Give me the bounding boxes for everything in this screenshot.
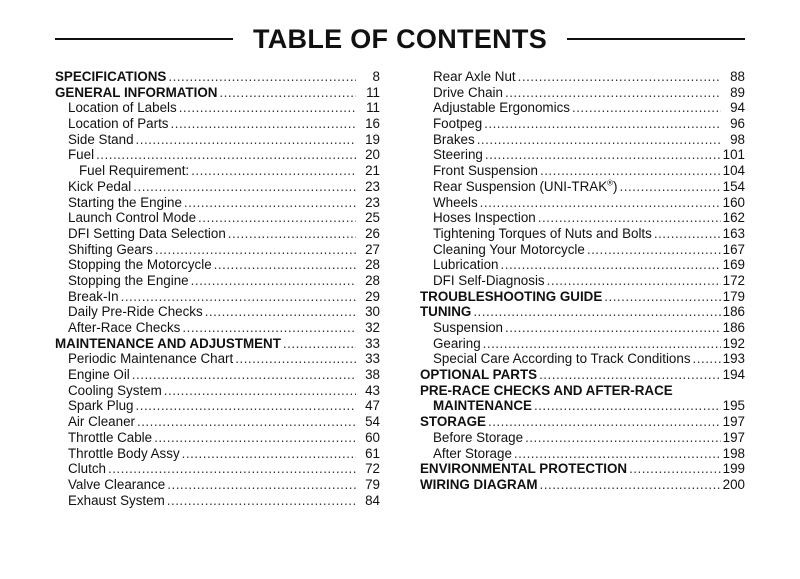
toc-entry[interactable]	[55, 430, 380, 446]
toc-entry[interactable]	[420, 210, 745, 226]
dot-leader	[168, 69, 356, 85]
toc-entry-page: 33	[365, 351, 380, 367]
dot-leader	[198, 210, 356, 226]
toc-entry-page: 11	[366, 100, 380, 116]
toc-entry-page: 192	[722, 335, 745, 351]
toc-entry[interactable]	[420, 132, 745, 148]
toc-entry[interactable]	[55, 147, 380, 163]
toc-entry-page: 198	[722, 445, 745, 461]
dot-leader	[539, 367, 721, 383]
toc-entry-page: 200	[722, 476, 745, 492]
toc-entry-page: 28	[365, 272, 380, 288]
toc-entry-label: Location of Labels	[68, 100, 177, 116]
dot-leader	[121, 289, 356, 305]
toc-entry-label: SPECIFICATIONS	[55, 69, 167, 84]
dot-leader	[473, 304, 720, 320]
toc-entry[interactable]	[420, 163, 745, 179]
toc-entry-page: 104	[722, 163, 745, 179]
toc-entry[interactable]	[420, 147, 745, 163]
toc-entry-label: Starting the Engine	[68, 194, 182, 210]
toc-entry-label: Rear Axle Nut	[433, 69, 516, 84]
toc-entry[interactable]	[420, 85, 745, 101]
toc-entry-label: Fuel	[68, 147, 95, 163]
toc-entry[interactable]	[420, 226, 745, 242]
toc-entry-label: Throttle Cable	[68, 429, 153, 445]
toc-entry-page: 16	[365, 116, 380, 132]
toc-entry[interactable]	[420, 195, 745, 211]
toc-entry-label: Cleaning Your Motorcycle	[433, 241, 585, 257]
toc-entry[interactable]	[420, 100, 745, 116]
dot-leader	[484, 116, 721, 132]
toc-entry-page: 193	[722, 351, 745, 367]
toc-entry-page: 172	[722, 272, 745, 288]
toc-entry[interactable]	[55, 320, 380, 336]
toc-entry-page: 60	[365, 429, 380, 445]
toc-entry-label: Air Cleaner	[68, 414, 135, 430]
toc-entry[interactable]	[55, 304, 380, 320]
dot-leader	[214, 257, 356, 273]
toc-entry[interactable]	[55, 461, 380, 477]
dot-leader	[547, 273, 721, 289]
toc-entry-page: 28	[365, 257, 380, 273]
dot-leader	[191, 273, 356, 289]
toc-entry[interactable]	[55, 477, 380, 493]
toc-entry	[420, 383, 745, 399]
title-row	[55, 22, 745, 56]
toc-entry-label: Special Care According to Track Conditions	[433, 351, 691, 367]
title-rule-right	[567, 38, 745, 40]
dot-leader	[167, 477, 356, 493]
toc-entry-label: Engine Oil	[68, 367, 130, 383]
toc-entry-page: 54	[365, 414, 380, 430]
toc-entry-label: Footpeg	[433, 116, 483, 132]
toc-entry-page: 169	[722, 257, 745, 273]
toc-entry-label: MAINTENANCE	[433, 398, 532, 414]
dot-leader	[572, 100, 721, 116]
toc-entry-page: 98	[730, 131, 745, 147]
dot-leader	[514, 446, 721, 462]
toc-entry[interactable]	[55, 116, 380, 132]
registered-mark: ®	[607, 178, 614, 188]
toc-entry-label: After Storage	[433, 445, 512, 461]
toc-entry-label: DFI Self-Diagnosis	[433, 272, 545, 288]
toc-entry-label: After-Race Checks	[68, 320, 181, 335]
toc-entry-label: OPTIONAL PARTS	[420, 367, 538, 383]
toc-entry-page: 47	[365, 398, 380, 414]
toc-entry-page: 32	[365, 320, 380, 335]
dot-leader	[477, 132, 721, 148]
toc-entry[interactable]	[55, 273, 380, 289]
toc-entry-label: Stopping the Engine	[68, 272, 189, 288]
toc-left-column	[55, 69, 380, 508]
toc-entry-label: Valve Clearance	[68, 476, 166, 492]
toc-entry[interactable]	[55, 336, 380, 352]
dot-leader	[137, 414, 356, 430]
dot-leader	[480, 195, 721, 211]
page-title: TABLE OF CONTENTS	[252, 23, 548, 54]
title-rule-left	[55, 38, 233, 40]
toc-entry-page: 29	[365, 288, 380, 304]
dot-leader	[219, 85, 356, 101]
toc-entry-label: STORAGE	[420, 414, 486, 430]
dot-leader	[108, 461, 356, 477]
toc-entry[interactable]	[55, 179, 380, 195]
toc-entry[interactable]	[420, 304, 745, 320]
toc-entry-label: Steering	[433, 147, 483, 163]
toc-entry-page: 199	[722, 461, 745, 477]
toc-entry-page: 27	[365, 241, 380, 257]
toc-entry-page: 197	[722, 414, 745, 430]
toc-entry[interactable]	[55, 446, 380, 462]
toc-right-column	[420, 69, 745, 493]
toc-entry-label: MAINTENANCE AND ADJUSTMENT	[55, 335, 281, 351]
dot-leader	[654, 226, 721, 242]
toc-entry[interactable]	[420, 477, 745, 493]
toc-entry-label: Fuel Requirement:	[79, 163, 190, 179]
toc-entry[interactable]	[420, 242, 745, 258]
toc-entry-label: PRE-RACE CHECKS AND AFTER-RACE	[420, 382, 673, 398]
toc-entry-page: 179	[722, 288, 745, 304]
toc-entry-label: Exhaust System	[68, 492, 165, 508]
dot-leader	[283, 336, 356, 352]
dot-leader	[167, 493, 356, 509]
toc-entry-page: 101	[722, 147, 745, 163]
toc-entry-label: Wheels	[433, 194, 478, 210]
dot-leader	[488, 414, 721, 430]
toc-entry[interactable]	[55, 242, 380, 258]
toc-entry[interactable]	[420, 430, 745, 446]
toc-entry[interactable]	[420, 367, 745, 383]
toc-entry[interactable]	[55, 226, 380, 242]
toc-entry[interactable]	[55, 257, 380, 273]
toc-entry-label: Rear Suspension (UNI-TRAK®)	[433, 178, 618, 194]
toc-entry[interactable]	[55, 351, 380, 367]
toc-entry[interactable]	[420, 289, 745, 305]
dot-leader	[228, 226, 356, 242]
toc-entry[interactable]	[420, 461, 745, 477]
toc-entry-page: 89	[730, 84, 745, 100]
toc-entry-label: Gearing	[433, 335, 481, 351]
toc-entry-label: GENERAL INFORMATION	[55, 84, 218, 100]
toc-entry[interactable]	[420, 257, 745, 273]
toc-entry[interactable]	[420, 116, 745, 132]
toc-entry-label: Before Storage	[433, 429, 524, 445]
toc-entry-page: 197	[722, 429, 745, 445]
toc-entry[interactable]	[55, 69, 380, 85]
toc-entry-label: Brakes	[433, 131, 475, 147]
toc-entry-label: TROUBLESHOOTING GUIDE	[420, 288, 603, 304]
toc-entry-page: 20	[365, 147, 380, 163]
dot-leader	[96, 147, 356, 163]
dot-leader	[182, 320, 356, 336]
dot-leader	[534, 398, 721, 414]
toc-entry-label: Daily Pre-Ride Checks	[68, 304, 203, 320]
toc-entry-page: 11	[366, 84, 380, 100]
toc-entry-label: Lubrication	[433, 257, 499, 273]
toc-entry-label: Suspension	[433, 320, 503, 335]
toc-entry-page: 19	[365, 131, 380, 147]
toc-entry-page: 186	[722, 320, 745, 335]
toc-entry-label: Location of Parts	[68, 116, 169, 132]
toc-entry-page: 160	[722, 194, 745, 210]
dot-leader	[587, 242, 721, 258]
toc-entry-label: Clutch	[68, 461, 106, 477]
toc-entry[interactable]	[55, 398, 380, 414]
dot-leader	[525, 430, 721, 446]
toc-entry-label: WIRING DIAGRAM	[420, 476, 538, 492]
toc-entry-label: Side Stand	[68, 131, 134, 147]
toc-entry-label: DFI Setting Data Selection	[68, 225, 226, 241]
toc-entry-page: 23	[365, 194, 380, 210]
dot-leader	[235, 351, 356, 367]
toc-entry-page: 84	[365, 492, 380, 508]
toc-entry-label: Kick Pedal	[68, 178, 132, 194]
dot-leader	[154, 430, 356, 446]
dot-leader	[155, 242, 356, 258]
toc-entry-page: 195	[722, 398, 745, 414]
dot-leader	[505, 85, 721, 101]
dot-leader	[136, 398, 356, 414]
dot-leader	[191, 163, 356, 179]
dot-leader	[629, 461, 721, 477]
toc-entry[interactable]	[55, 132, 380, 148]
toc-entry-label: Shifting Gears	[68, 241, 153, 257]
dot-leader	[505, 320, 721, 336]
toc-entry[interactable]	[420, 336, 745, 352]
dot-leader	[604, 289, 720, 305]
dot-leader	[171, 116, 357, 132]
dot-leader	[133, 179, 356, 195]
toc-entry-label: Throttle Body Assy	[68, 445, 180, 461]
dot-leader	[179, 100, 356, 116]
dot-leader	[693, 351, 721, 367]
dot-leader	[483, 336, 721, 352]
toc-entry-label: Hoses Inspection	[433, 210, 536, 226]
toc-entry-page: 194	[722, 367, 745, 383]
dot-leader	[164, 383, 356, 399]
toc-entry[interactable]	[420, 351, 745, 367]
toc-entry-page: 72	[365, 461, 380, 477]
toc-entry-page: 30	[365, 304, 380, 320]
toc-entry[interactable]	[55, 100, 380, 116]
dot-leader	[485, 147, 721, 163]
toc-entry-label: Launch Control Mode	[68, 210, 197, 226]
toc-entry[interactable]	[55, 367, 380, 383]
label-suffix: )	[613, 178, 618, 194]
dot-leader	[620, 179, 721, 195]
dot-leader	[540, 477, 721, 493]
toc-entry-page: 79	[365, 476, 380, 492]
dot-leader	[540, 163, 721, 179]
toc-entry-label: Stopping the Motorcycle	[68, 257, 212, 273]
dot-leader	[518, 69, 721, 85]
toc-entry-page: 25	[365, 210, 380, 226]
toc-entry[interactable]	[55, 195, 380, 211]
toc-entry-page: 61	[365, 445, 380, 461]
toc-entry-page: 23	[365, 178, 380, 194]
toc-entry-label: Adjustable Ergonomics	[433, 100, 570, 116]
toc-entry-page: 88	[730, 69, 745, 84]
toc-entry-label: Spark Plug	[68, 398, 134, 414]
toc-entry[interactable]	[420, 414, 745, 430]
dot-leader	[501, 257, 721, 273]
toc-entry[interactable]	[55, 383, 380, 399]
toc-entry-label: Cooling System	[68, 382, 162, 398]
toc-entry-page: 186	[722, 304, 745, 320]
toc-entry-page: 163	[722, 225, 745, 241]
dot-leader	[136, 132, 356, 148]
toc-entry-page: 162	[722, 210, 745, 226]
dot-leader	[132, 367, 356, 383]
toc-entry[interactable]	[55, 210, 380, 226]
toc-entry-page: 38	[365, 367, 380, 383]
toc-entry-page: 94	[730, 100, 745, 116]
toc-entry-label: Tightening Torques of Nuts and Bolts	[433, 225, 652, 241]
toc-entry[interactable]	[420, 320, 745, 336]
dot-leader	[205, 304, 356, 320]
toc-entry-label: Periodic Maintenance Chart	[68, 351, 234, 367]
toc-entry[interactable]	[420, 69, 745, 85]
toc-entry-page: 26	[365, 225, 380, 241]
dot-leader	[184, 195, 356, 211]
toc-entry-label: Break-In	[68, 288, 119, 304]
toc-entry-page: 33	[365, 335, 380, 351]
dot-leader	[538, 210, 721, 226]
toc-entry-label: ENVIRONMENTAL PROTECTION	[420, 461, 628, 477]
toc-entry-label: TUNING	[420, 304, 472, 320]
toc-entry-page: 154	[722, 178, 745, 194]
toc-entry-label: Drive Chain	[433, 84, 503, 100]
toc-entry-label: Front Suspension	[433, 163, 538, 179]
toc-entry-page: 167	[722, 241, 745, 257]
toc-entry[interactable]	[420, 179, 745, 195]
toc-entry[interactable]	[420, 446, 745, 462]
toc-entry[interactable]	[420, 273, 745, 289]
toc-entry[interactable]	[55, 163, 380, 179]
toc-entry-page: 8	[372, 69, 380, 84]
toc-entry[interactable]	[55, 289, 380, 305]
toc-entry[interactable]	[55, 414, 380, 430]
toc-entry[interactable]	[55, 85, 380, 101]
toc-entry[interactable]	[420, 398, 745, 414]
toc-entry-page: 96	[730, 116, 745, 132]
toc-entry[interactable]	[55, 493, 380, 509]
toc-entry-page: 43	[365, 382, 380, 398]
dot-leader	[182, 446, 356, 462]
toc-entry-page: 21	[365, 163, 380, 179]
